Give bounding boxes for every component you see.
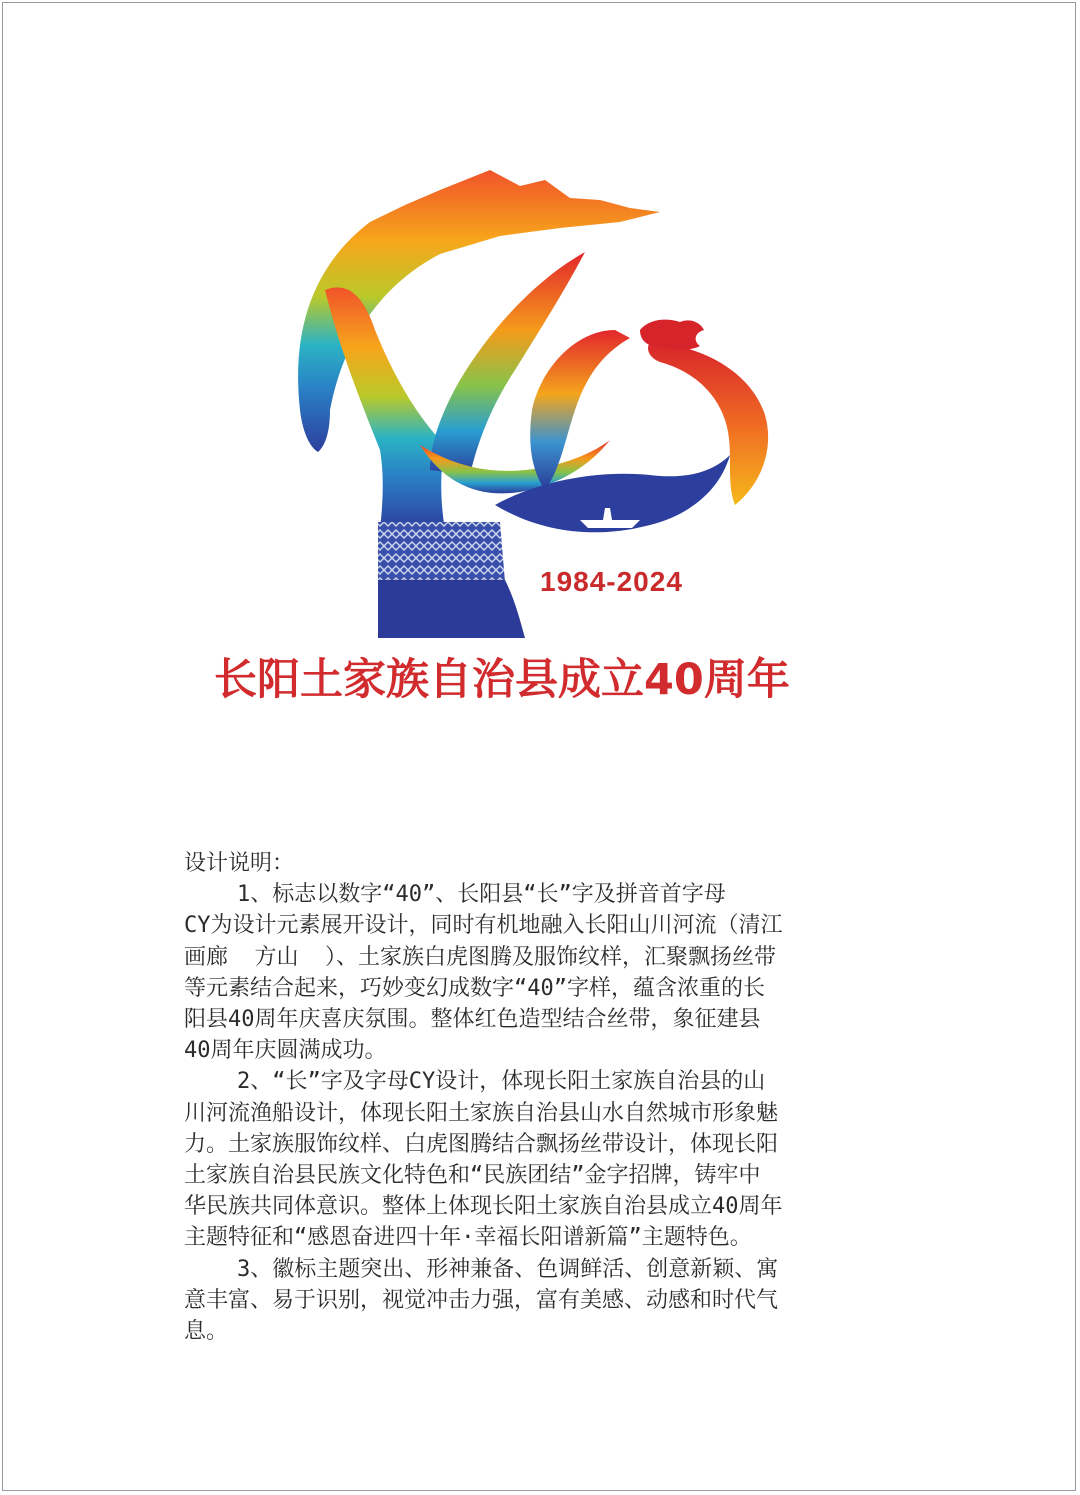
description-line: 40周年庆圆满成功。 (184, 1038, 387, 1064)
design-description (184, 848, 914, 1347)
description-line: 川河流渔船设计，体现长阳土家族自治县山水自然城市形象魅 (184, 1100, 779, 1126)
description-heading: 设计说明： (184, 851, 295, 876)
description-line: 阳县40周年庆喜庆氛围。整体红色造型结合丝带，象征建县 (184, 1007, 761, 1033)
logo-title: 长阳土家族自治县成立40周年 (214, 655, 790, 705)
description-line: 主题特征和“感恩奋进四十年·幸福长阳谱新篇”主题特色。 (184, 1225, 752, 1251)
description-line: 意丰富、易于识别，视觉冲击力强，富有美感、动感和时代气 (184, 1287, 779, 1313)
description-line: 2、“长”字及字母CY设计，体现长阳土家族自治县的山 (184, 1069, 766, 1095)
description-line: 1、标志以数字“40”、长阳县“长”字及拼音首字母 (184, 882, 726, 908)
description-line: 等元素结合起来，巧妙变幻成数字“40”字样，蕴含浓重的长 (184, 975, 765, 1001)
description-line: 画廊 方山 ）、土家族白虎图腾及服饰纹样，汇聚飘扬丝带 (184, 944, 776, 970)
description-line: 华民族共同体意识。整体上体现长阳土家族自治县成立40周年 (184, 1194, 783, 1220)
description-line: CY为设计元素展开设计，同时有机地融入长阳山川河流（清江 (184, 913, 783, 939)
description-line: 力。土家族服饰纹样、白虎图腾结合飘扬丝带设计，体现长阳 (184, 1131, 779, 1157)
base-shape (378, 580, 525, 638)
description-line: 3、徽标主题突出、形神兼备、色调鲜活、创意新颖、寓 (184, 1256, 779, 1282)
left-stroke-shape (325, 287, 445, 530)
anniversary-logo (0, 0, 1080, 720)
description-line: 息。 (184, 1319, 229, 1345)
description-line: 土家族自治县民族文化特色和“民族团结”金字招牌，铸牢中 (184, 1163, 761, 1189)
costume-pattern-band (378, 522, 505, 582)
logo-years: 1984-2024 (540, 566, 683, 597)
